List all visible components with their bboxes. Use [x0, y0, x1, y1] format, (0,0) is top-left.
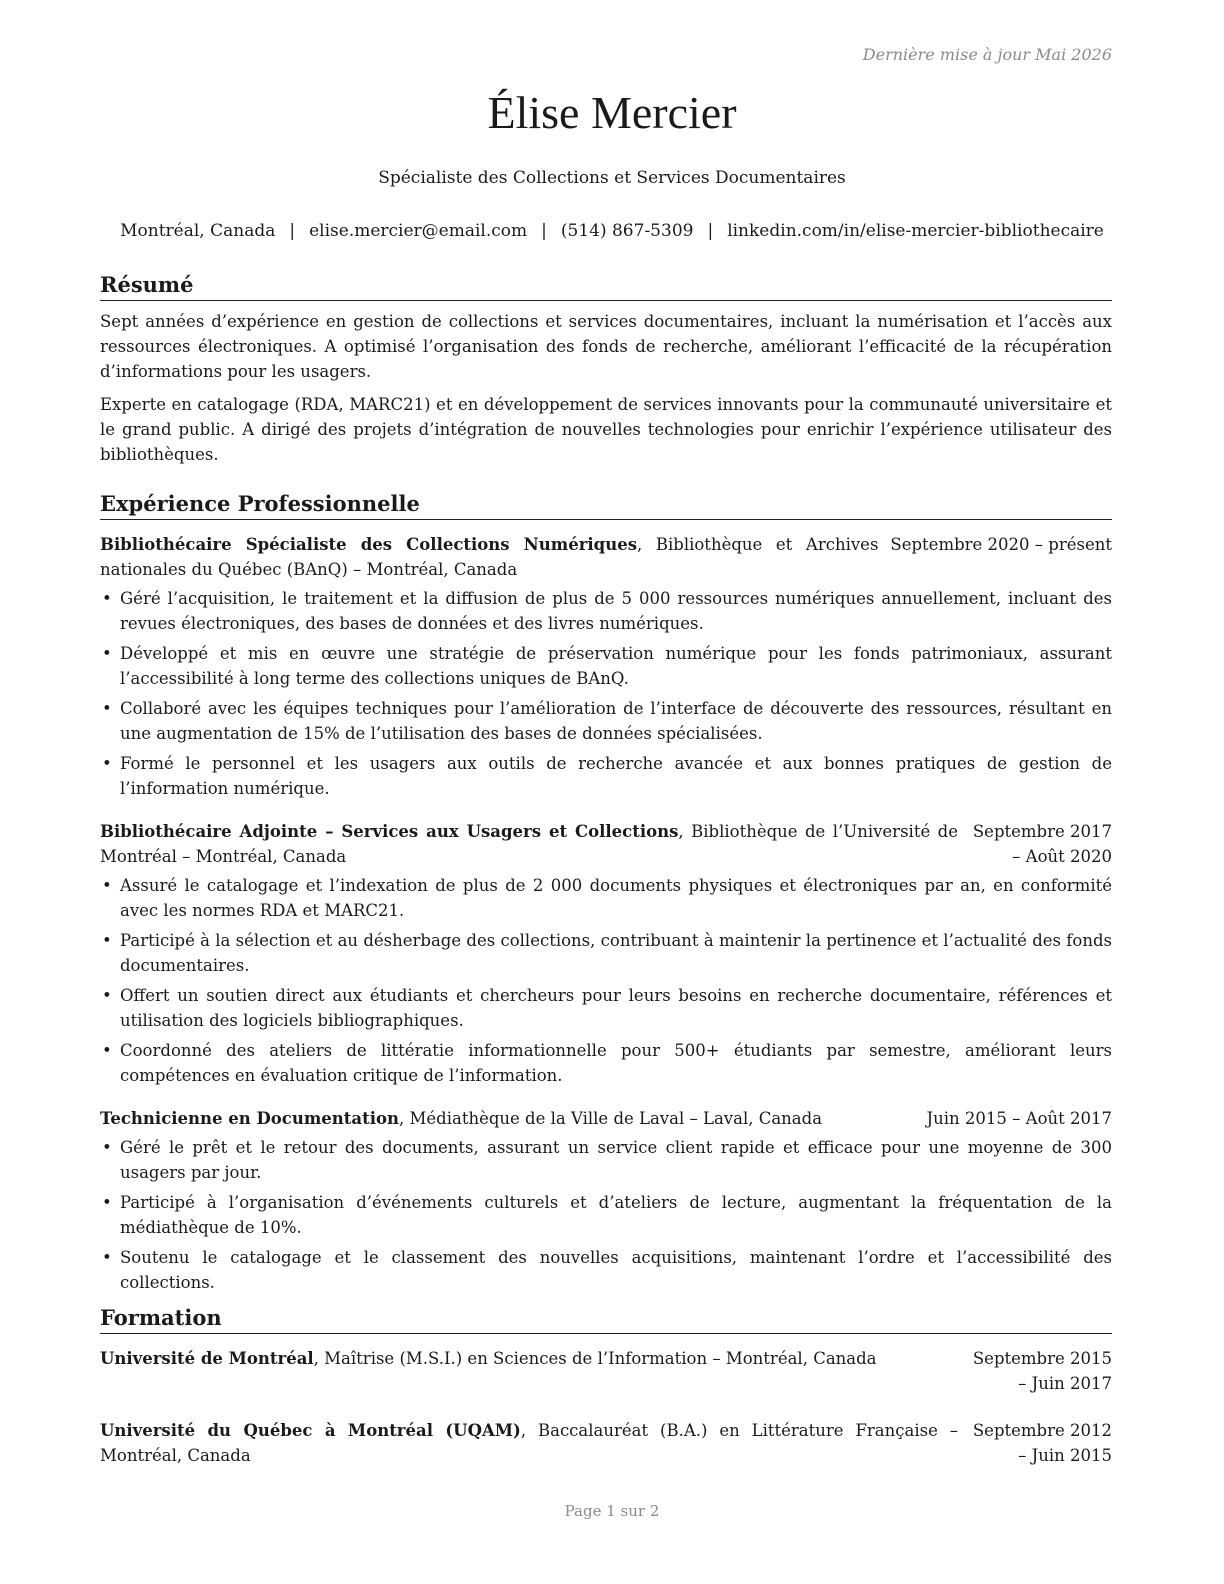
education-degree: , Baccalauréat (B.A.) en Littérature Française – Montréal, Canada — [100, 1421, 959, 1465]
education-header — [100, 1346, 1112, 1396]
education-header — [100, 1418, 1112, 1468]
job-org: , Bibliothèque de l’Université de Montréal – Montréal, Canada — [100, 822, 958, 866]
section-title-summary: Résumé — [100, 272, 1112, 301]
job-title: Spécialiste des Collections et Services Documentaires — [378, 168, 846, 188]
page-number: Page 1 sur 2 — [564, 1502, 660, 1520]
list-item: • Formé le personnel et les usagers aux outils de recherche avancée et aux bonnes pratiques de gestion de l’information numérique. — [102, 754, 1112, 798]
contact-email[interactable]: elise.mercier@email.com — [309, 221, 528, 241]
job-entry — [100, 1106, 1112, 1295]
job-role: Bibliothécaire Adjointe – Services aux Usagers et Collections — [100, 822, 679, 841]
education-dates: Septembre 2015 – Juin 2017 — [972, 1349, 1112, 1393]
job-entry — [100, 819, 1112, 1088]
list-item: • Soutenu le catalogage et le classement des nouvelles acquisitions, maintenant l’ordre et l’accessibilité des collections. — [102, 1248, 1112, 1292]
last-updated: Dernière mise à jour Mai 2026 — [862, 45, 1112, 64]
contact-location: Montréal, Canada — [120, 221, 276, 241]
list-item: • Coordonné des ateliers de littératie informationnelle pour 500+ étudiants par semestre, améliorant leurs compétences en évaluation critique de l’information. — [102, 1041, 1112, 1085]
job-bullets — [100, 1135, 1112, 1295]
contact-linkedin[interactable]: linkedin.com/in/elise-mercier-bibliothecaire — [727, 221, 1104, 241]
education-section — [100, 1305, 1112, 1468]
job-dates: Septembre 2017 – Août 2020 — [972, 822, 1112, 866]
education-entry — [100, 1418, 1112, 1468]
contact-separator: | — [707, 221, 714, 241]
job-role: Bibliothécaire Spécialiste des Collections Numériques — [100, 535, 637, 554]
job-header — [100, 819, 1112, 869]
contact-phone: (514) 867-5309 — [560, 221, 694, 241]
education-dates: Septembre 2012 – Juin 2015 — [972, 1421, 1112, 1465]
candidate-name: Élise Mercier — [487, 87, 737, 138]
education-school: Université du Québec à Montréal (UQAM) — [100, 1421, 521, 1440]
job-bullets — [100, 586, 1112, 801]
job-role: Technicienne en Documentation — [100, 1109, 399, 1128]
job-entry — [100, 532, 1112, 801]
section-title-experience: Expérience Professionnelle — [100, 491, 1112, 520]
list-item: • Participé à l’organisation d’événements culturels et d’ateliers de lecture, augmentant la fréquentation de la médiathèque de 10%. — [102, 1193, 1112, 1237]
contact-separator: | — [541, 221, 547, 241]
list-item: • Participé à la sélection et au désherbage des collections, contribuant à maintenir la pertinence et l’actualité des fonds documentaires. — [102, 931, 1112, 975]
job-dates: Septembre 2020 – présent — [890, 535, 1112, 554]
list-item: • Assuré le catalogage et l’indexation de plus de 2 000 documents physiques et électroniques par an, en conformité avec les normes RDA et MARC21. — [102, 876, 1112, 920]
job-header — [100, 1106, 1112, 1131]
section-title-education: Formation — [100, 1305, 1112, 1334]
job-org: , Médiathèque de la Ville de Laval – Laval, Canada — [399, 1109, 823, 1128]
experience-section — [100, 491, 1112, 1300]
education-degree: , Maîtrise (M.S.I.) en Sciences de l’Information – Montréal, Canada — [313, 1349, 877, 1368]
job-dates: Juin 2015 – Août 2017 — [926, 1109, 1112, 1128]
education-entry — [100, 1346, 1112, 1396]
job-org: , Bibliothèque et Archives nationales du Québec (BAnQ) – Montréal, Canada — [100, 535, 879, 579]
summary-paragraph: Experte en catalogage (RDA, MARC21) et en développement de services innovants pour la communauté universitaire et le grand public. A dirigé des projets d’intégration de nouvelles technologies pour enrichir l’expérience utilisateur des bibliothèques. — [100, 395, 1112, 464]
list-item: • Développé et mis en œuvre une stratégie de préservation numérique pour les fonds patrimoniaux, assurant l’accessibilité à long terme des collections uniques de BAnQ. — [102, 644, 1112, 688]
list-item: • Géré le prêt et le retour des documents, assurant un service client rapide et efficace pour une moyenne de 300 usagers par jour. — [102, 1138, 1112, 1182]
contact-separator: | — [289, 221, 296, 241]
summary-paragraph: Sept années d’expérience en gestion de collections et services documentaires, incluant la numérisation et l’accès aux ressources électroniques. A optimisé l’organisation des fonds de recherche, améliorant l’efficacité de la récupération d’informations pour les usagers. — [100, 312, 1112, 381]
list-item: • Géré l’acquisition, le traitement et la diffusion de plus de 5 000 ressources numériques annuellement, incluant des revues électroniques, des bases de données et des livres numériques. — [102, 589, 1112, 633]
list-item: • Collaboré avec les équipes techniques pour l’amélioration de l’interface de découverte des ressources, résultant en une augmentation de 15% de l’utilisation des bases de données spécialisées. — [102, 699, 1112, 743]
education-school: Université de Montréal — [100, 1349, 314, 1368]
job-bullets — [100, 873, 1112, 1088]
job-header — [100, 532, 1112, 582]
summary-section — [100, 272, 1112, 467]
contact-line — [0, 221, 1224, 241]
list-item: • Offert un soutien direct aux étudiants et chercheurs pour leurs besoins en recherche documentaire, références et utilisation des logiciels bibliographiques. — [102, 986, 1112, 1030]
